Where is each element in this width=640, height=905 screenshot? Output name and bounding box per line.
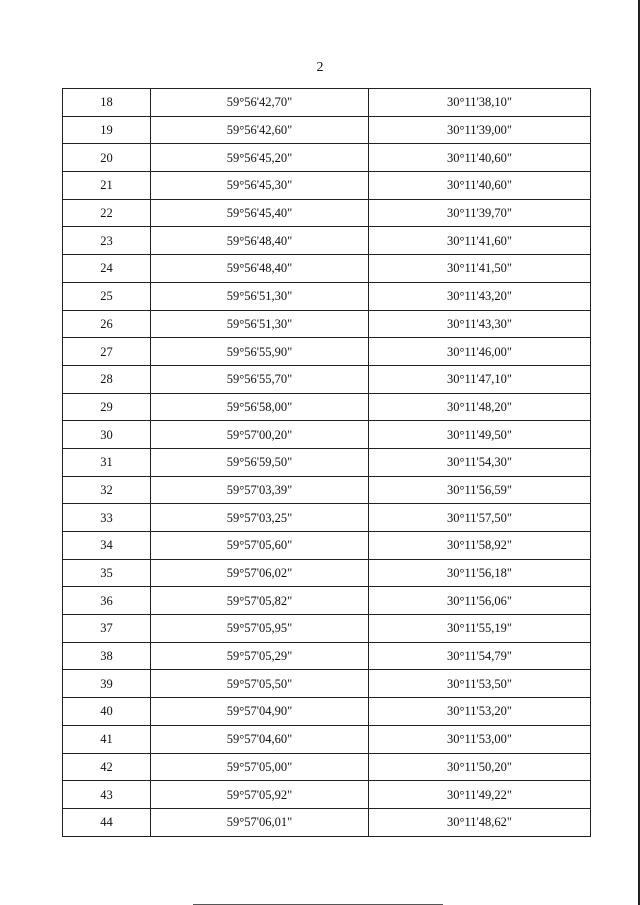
latitude-cell: 59°56'45,40" [151, 199, 369, 227]
table-row [63, 725, 591, 753]
table-row [63, 227, 591, 255]
table-row [63, 255, 591, 283]
point-number-cell: 19 [63, 116, 151, 144]
latitude-cell: 59°56'42,60" [151, 116, 369, 144]
point-number-cell: 21 [63, 172, 151, 200]
table-row [63, 365, 591, 393]
table-row [63, 698, 591, 726]
longitude-cell: 30°11'49,22" [369, 781, 591, 809]
table-row [63, 808, 591, 836]
table-row [63, 310, 591, 338]
latitude-cell: 59°56'42,70" [151, 89, 369, 117]
point-number-cell: 20 [63, 144, 151, 172]
table-row [63, 116, 591, 144]
point-number-cell: 40 [63, 698, 151, 726]
point-number-cell: 30 [63, 421, 151, 449]
point-number-cell: 37 [63, 615, 151, 643]
table-row [63, 504, 591, 532]
longitude-cell: 30°11'57,50" [369, 504, 591, 532]
point-number-cell: 36 [63, 587, 151, 615]
table-row [63, 642, 591, 670]
point-number-cell: 29 [63, 393, 151, 421]
table-row [63, 89, 591, 117]
point-number-cell: 22 [63, 199, 151, 227]
latitude-cell: 59°57'04,60" [151, 725, 369, 753]
point-number-cell: 23 [63, 227, 151, 255]
latitude-cell: 59°57'05,50" [151, 670, 369, 698]
longitude-cell: 30°11'43,20" [369, 282, 591, 310]
longitude-cell: 30°11'38,10" [369, 89, 591, 117]
longitude-cell: 30°11'40,60" [369, 144, 591, 172]
latitude-cell: 59°56'48,40" [151, 255, 369, 283]
longitude-cell: 30°11'43,30" [369, 310, 591, 338]
point-number-cell: 31 [63, 448, 151, 476]
table-row [63, 559, 591, 587]
point-number-cell: 35 [63, 559, 151, 587]
longitude-cell: 30°11'54,79" [369, 642, 591, 670]
table-row [63, 144, 591, 172]
latitude-cell: 59°57'05,82" [151, 587, 369, 615]
longitude-cell: 30°11'56,18" [369, 559, 591, 587]
table-row [63, 282, 591, 310]
latitude-cell: 59°57'05,95" [151, 615, 369, 643]
point-number-cell: 18 [63, 89, 151, 117]
latitude-cell: 59°57'05,00" [151, 753, 369, 781]
table-row [63, 532, 591, 560]
latitude-cell: 59°56'55,90" [151, 338, 369, 366]
longitude-cell: 30°11'41,60" [369, 227, 591, 255]
point-number-cell: 44 [63, 808, 151, 836]
longitude-cell: 30°11'53,50" [369, 670, 591, 698]
coordinates-table [62, 88, 591, 837]
point-number-cell: 32 [63, 476, 151, 504]
point-number-cell: 42 [63, 753, 151, 781]
longitude-cell: 30°11'47,10" [369, 365, 591, 393]
longitude-cell: 30°11'39,00" [369, 116, 591, 144]
latitude-cell: 59°57'00,20" [151, 421, 369, 449]
longitude-cell: 30°11'58,92" [369, 532, 591, 560]
point-number-cell: 27 [63, 338, 151, 366]
longitude-cell: 30°11'46,00" [369, 338, 591, 366]
latitude-cell: 59°57'03,39" [151, 476, 369, 504]
table-row [63, 421, 591, 449]
point-number-cell: 38 [63, 642, 151, 670]
point-number-cell: 41 [63, 725, 151, 753]
point-number-cell: 25 [63, 282, 151, 310]
latitude-cell: 59°56'51,30" [151, 282, 369, 310]
longitude-cell: 30°11'39,70" [369, 199, 591, 227]
point-number-cell: 39 [63, 670, 151, 698]
latitude-cell: 59°56'51,30" [151, 310, 369, 338]
longitude-cell: 30°11'50,20" [369, 753, 591, 781]
longitude-cell: 30°11'49,50" [369, 421, 591, 449]
table-row [63, 753, 591, 781]
table-row [63, 338, 591, 366]
table-row [63, 448, 591, 476]
latitude-cell: 59°56'59,50" [151, 448, 369, 476]
latitude-cell: 59°57'05,29" [151, 642, 369, 670]
longitude-cell: 30°11'55,19" [369, 615, 591, 643]
latitude-cell: 59°56'58,00" [151, 393, 369, 421]
longitude-cell: 30°11'56,06" [369, 587, 591, 615]
latitude-cell: 59°56'55,70" [151, 365, 369, 393]
point-number-cell: 24 [63, 255, 151, 283]
latitude-cell: 59°57'05,92" [151, 781, 369, 809]
table-row [63, 587, 591, 615]
point-number-cell: 34 [63, 532, 151, 560]
longitude-cell: 30°11'54,30" [369, 448, 591, 476]
point-number-cell: 28 [63, 365, 151, 393]
latitude-cell: 59°56'48,40" [151, 227, 369, 255]
latitude-cell: 59°57'06,02" [151, 559, 369, 587]
table-row [63, 670, 591, 698]
point-number-cell: 26 [63, 310, 151, 338]
longitude-cell: 30°11'40,60" [369, 172, 591, 200]
longitude-cell: 30°11'41,50" [369, 255, 591, 283]
table-row [63, 199, 591, 227]
longitude-cell: 30°11'53,20" [369, 698, 591, 726]
table-row [63, 172, 591, 200]
latitude-cell: 59°56'45,20" [151, 144, 369, 172]
latitude-cell: 59°56'45,30" [151, 172, 369, 200]
latitude-cell: 59°57'06,01" [151, 808, 369, 836]
longitude-cell: 30°11'56,59" [369, 476, 591, 504]
point-number-cell: 43 [63, 781, 151, 809]
table-row [63, 476, 591, 504]
longitude-cell: 30°11'53,00" [369, 725, 591, 753]
longitude-cell: 30°11'48,20" [369, 393, 591, 421]
latitude-cell: 59°57'05,60" [151, 532, 369, 560]
latitude-cell: 59°57'03,25" [151, 504, 369, 532]
page-number: 2 [316, 60, 324, 75]
longitude-cell: 30°11'48,62" [369, 808, 591, 836]
table-row [63, 781, 591, 809]
point-number-cell: 33 [63, 504, 151, 532]
table-row [63, 393, 591, 421]
latitude-cell: 59°57'04,90" [151, 698, 369, 726]
table-row [63, 615, 591, 643]
